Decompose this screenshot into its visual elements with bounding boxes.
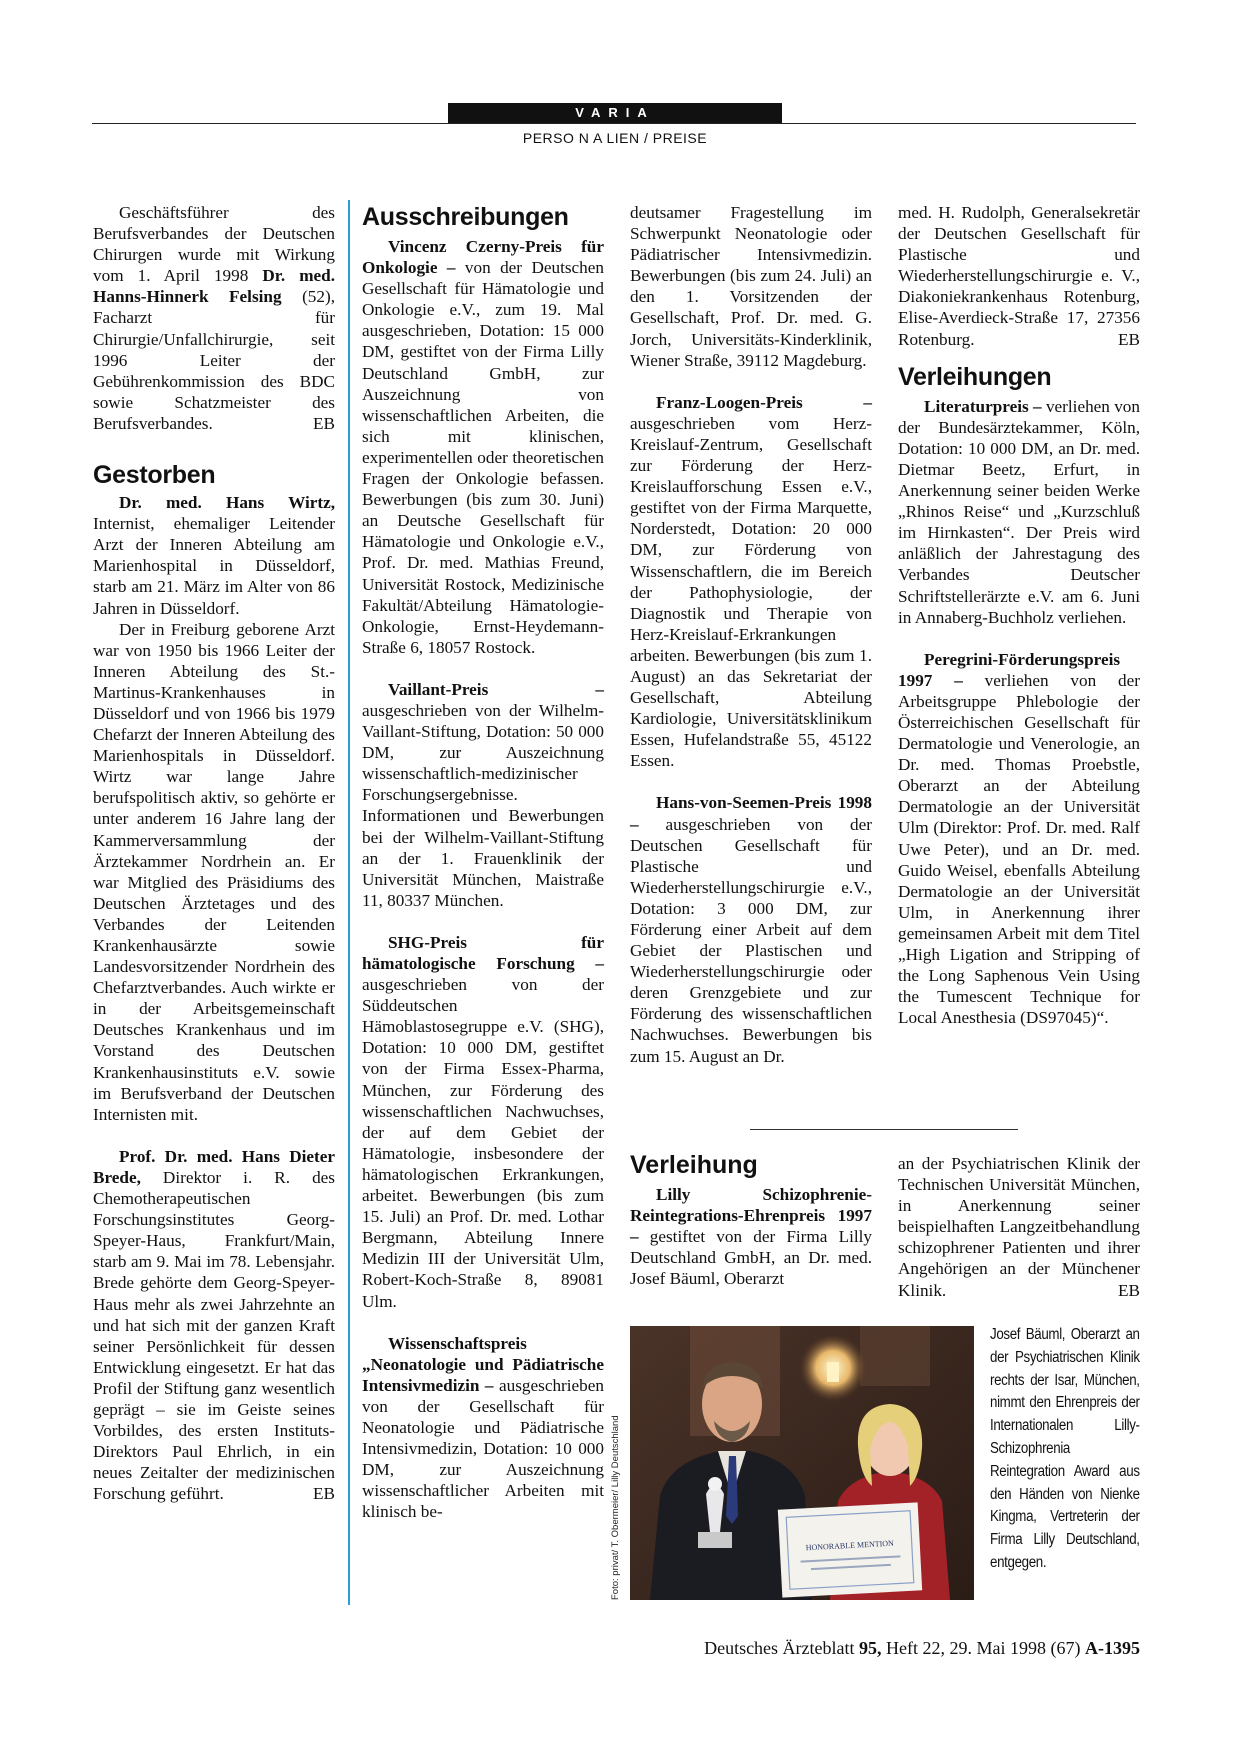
- photo-caption: Josef Bäuml, Oberarzt an der Psychiatrischen Klinik rechts der Isar, München, nimmt den Ehrenpreis der Internationalen Lilly-Schizophrenia Reintegration Award aus den Händen von Nienke Kingma, Vertreterin der Firma Lilly Deutschland, entgegen.: [990, 1326, 1140, 1571]
- heading-verleihung: Verleihung: [630, 1151, 758, 1179]
- lilly-continued: an der Psychiatrischen Klinik der Technischen Universität München, in Anerkennung seiner beispielhaften Langzeitbehandlung schizophrener Patienten und ihrer Angehörigen an der Münchener Klinik. EB: [898, 1154, 1140, 1300]
- header-rule: [92, 123, 1136, 124]
- wirtz-paragraph-2: Der in Freiburg geborene Arzt war von 1950 bis 1966 Leiter der Inneren Abteilung des St.-Martinus-Krankenhauses in Düsseldorf und von 1966 bis 1979 Chefarzt der Inneren Abteilung des Marienhospitals in Düsseldorf. Wirtz war lange Jahre berufspolitisch aktiv, so gehörte er unter anderem 16 Jahre lang der Kammerversammlung der Ärztekammer Nordrhein an. Er war Mitglied des Präsidiums des Deutschen Ärztetages und des Verbandes der Leitenden Krankenhausärzte sowie Landesvorsitzender Nordrhein des Chefarztverbandes. Auch wirkte er in der Arbeitsgemeinschaft Deutsches Krankenhaus und im Vorstand des Deutschen Krankenhausinstituts e.V. sowie im Berufsverband der Deutschen Internisten mit.: [93, 619, 335, 1124]
- certificate-title: HONORABLE MENTION: [805, 1538, 895, 1553]
- signature: EB: [313, 1484, 335, 1504]
- award-photo: [630, 1326, 974, 1600]
- section-banner: VARIA: [448, 103, 782, 123]
- journal-name: Deutsches Ärzteblatt: [704, 1638, 860, 1658]
- page-number: A-1395: [1085, 1638, 1140, 1658]
- heading-ausschreibungen: Ausschreibungen: [362, 203, 569, 231]
- felsing-paragraph: Geschäftsführer des Berufsverbandes der Deutschen Chirurgen wurde mit Wirkung vom 1. April 1998 Dr. med. Hanns-Hinnerk Felsing (52), Facharzt für Chirurgie/Unfallchirurgie, seit 1996 Leiter der Gebührenkommission des BDC sowie Schatzmeister des Berufsverbandes. EB: [93, 203, 336, 433]
- column-divider: [348, 200, 350, 1605]
- column-3: [630, 202, 872, 1067]
- page-footer: [704, 1638, 1140, 1659]
- photo-credit: Foto: privat/ T. Obermeier/ Lilly Deutschland: [610, 1415, 621, 1600]
- wirtz-paragraph: Dr. med. Hans Wirtz, Internist, ehemaliger Leitender Arzt der Inneren Abteilung am Marienhospital in Düsseldorf, starb am 21. März im Alter von 86 Jahren in Düsseldorf.: [93, 493, 335, 618]
- seemen-continued: med. H. Rudolph, Generalsekretär der Deutschen Gesellschaft für Plastische und Wiederherstellungschirurgie e. V., Diakoniekrankenhaus Rotenburg, Elise-Averdieck-Straße 17, 27356 Rotenburg. EB: [898, 203, 1140, 349]
- peregrini-paragraph: Peregrini-Förderungspreis 1997 – verliehen von der Arbeitsgruppe Phlebologie der Österreichischen Gesellschaft für Dermatologie und Venerologie, an Dr. med. Thomas Proebstle, Oberarzt an der Abteilung Dermatologie an der Universität Ulm (Direktor: Prof. Dr. med. Ralf Uwe Peter), und an Dr. med. Guido Weisel, ebenfalls Abteilung Dermatologie an der Universität Ulm, in Anerkennung ihrer gemeinsamen Arbeit mit dem Titel „High Ligation and Stripping of the Long Saphenous Vein Using the Tumescent Technique for Local Anesthesia (DS97045)“.: [898, 649, 1141, 1028]
- wissenschaftspreis-continued: deutsamer Fragestellung im Schwerpunkt Neonatologie oder Pädiatrischer Intensivmedizin. Bewerbungen (bis zum 24. Juli) an den 1. Vorsitzenden der Gesellschaft, Prof. Dr. med. G. Jorch, Universitäts-Kinderklinik, Wiener Straße, 39112 Magdeburg.: [630, 203, 872, 370]
- section-separator: [750, 1129, 1018, 1130]
- wissenschaftspreis-paragraph: Wissenschaftspreis „Neonatologie und Pädiatrische Intensivmedizin – ausgeschrieben von der Gesellschaft für Neonatologie und Pädiatrische Intensivmedizin, Dotation: 10 000 DM, zur Auszeichnung wissenschaftlicher Arbeiten mit klinisch be-: [362, 1333, 604, 1522]
- literaturpreis-paragraph: Literaturpreis – verliehen von der Bundesärztekammer, Köln, Dotation: 10 000 DM, an Dr. med. Dietmar Beetz, Erfurt, in Anerkennung seiner beiden Werke „Rhinos Reise“ und „Kurzschluß im Hirnkasten“. Der Preis wird anläßlich der Jahrestagung des Verbandes Deutscher Schriftstellerärzte e.V. am 6. Juni in Annaberg-Buchholz verliehen.: [898, 396, 1140, 627]
- heading-gestorben: Gestorben: [93, 461, 216, 490]
- lilly-paragraph: Lilly Schizophrenie-Reintegrations-Ehrenpreis 1997 – gestiftet von der Firma Lilly Deutschland GmbH, an Dr. med. Josef Bäuml, Oberarzt: [630, 1185, 872, 1289]
- issue-info: Heft 22, 29. Mai 1998 (67): [881, 1638, 1085, 1658]
- loogen-paragraph: Franz-Loogen-Preis – ausgeschrieben vom Herz-Kreislauf-Zentrum, Gesellschaft zur Förderung der Herz-Kreislaufforschung Essen e.V., gestiftet von der Firma Marquette, Norderstedt, Dotation: 20 000 DM, zur Förderung von Wissenschaftlern, die im Bereich der Pathophysiologie, der Diagnostik und Therapie von Herz-Kreislauf-Erkrankungen arbeiten. Bewerbungen (bis zum 1. August) an das Sekretariat der Gesellschaft, Abteilung Kardiologie, Universitätsklinikum Essen, Hufelandstraße 55, 45122 Essen.: [630, 392, 872, 771]
- brede-paragraph: Prof. Dr. med. Hans Dieter Brede, Direktor i. R. des Chemotherapeutischen Forschungsinstitutes Georg-Speyer-Haus, Frankfurt/Main, starb am 9. Mai im 78. Lebensjahr. Brede gehörte dem Georg-Speyer-Haus mehr als zwei Jahrzehnte an und hat sich mit der ganzen Kraft seiner Persönlichkeit für dessen Entwicklung eingesetzt. Er hat das Profil der Stiftung ganz wesentlich geprägt – sie im Geiste seines Vorbildes, des ersten Instituts-Direktors Paul Ehrlich, in ein neues Zeitalter der medizinischen Forschung geführt. EB: [93, 1146, 335, 1504]
- signature: EB: [1118, 1280, 1140, 1300]
- heading-verleihungen: Verleihungen: [898, 362, 1052, 391]
- volume: 95,: [859, 1638, 882, 1658]
- shg-paragraph: SHG-Preis für hämatologische Forschung – ausgeschrieben von der Süddeutschen Hämoblastosegruppe e.V. (SHG), Dotation: 10 000 DM, gestiftet von der Firma Essex-Pharma, München, zur Förderung des wissenschaftlichen Nachwuchses, der auf dem Gebiet der Hämatologie, insbesondere der hämatologischen Erkrankungen, arbeitet. Bewerbungen (bis zum 15. Juli) an Prof. Dr. med. Lothar Bergmann, Abteilung Innere Medizin III der Universität Ulm, Robert-Koch-Straße 8, 89081 Ulm.: [362, 932, 604, 1311]
- subsection-title: PERSO N A LIEN / PREISE: [522, 130, 708, 146]
- vaillant-paragraph: Vaillant-Preis – ausgeschrieben von der Wilhelm-Vaillant-Stiftung, Dotation: 50 000 DM, zur Auszeichnung wissenschaftlich-medizinischer Forschungsergebnisse. Informationen und Bewerbungen bei der Wilhelm-Vaillant-Stiftung an der 1. Frauenklinik der Universität München, Maistraße 11, 80337 München.: [362, 679, 604, 910]
- czerny-paragraph: Vincenz Czerny-Preis für Onkologie – von der Deutschen Gesellschaft für Hämatologie und Onkologie e.V., zum 19. Mal ausgeschrieben, Dotation: 15 000 DM, gestiftet von der Firma Lilly Deutschland GmbH, zur Auszeichnung von wissenschaftlichen Arbeiten, die sich mit klinischen, experimentellen oder theoretischen Fragen der Onkologie befassen. Bewerbungen (bis zum 30. Juni) an Deutsche Gesellschaft für Hämatologie und Onkologie e.V., Prof. Dr. med. Mathias Freund, Universität Rostock, Medizinische Fakultät/Abteilung Hämatologie-Onkologie, Ernst-Heydemann-Straße 6, 18057 Rostock.: [362, 237, 604, 657]
- signature: EB: [313, 413, 335, 433]
- column-2: [362, 202, 604, 1522]
- column-4: [898, 202, 1140, 1028]
- seemen-paragraph: Hans-von-Seemen-Preis 1998 – ausgeschrieben von der Deutschen Gesellschaft für Plastische und Wiederherstellungschirurgie e.V., Dotation: 3 000 DM, zur Förderung einer Arbeit auf dem Gebiet der Plastischen und Wiederherstellungschirurgie oder deren Grenzgebiete und zur Förderung des wissenschaftlichen Nachwuchses. Bewerbungen bis zum 15. August an Dr.: [630, 793, 872, 1066]
- signature: EB: [1118, 329, 1140, 349]
- verleihung-right: [898, 1153, 1140, 1301]
- verleihung-left: [630, 1150, 872, 1289]
- column-1: [93, 202, 335, 1504]
